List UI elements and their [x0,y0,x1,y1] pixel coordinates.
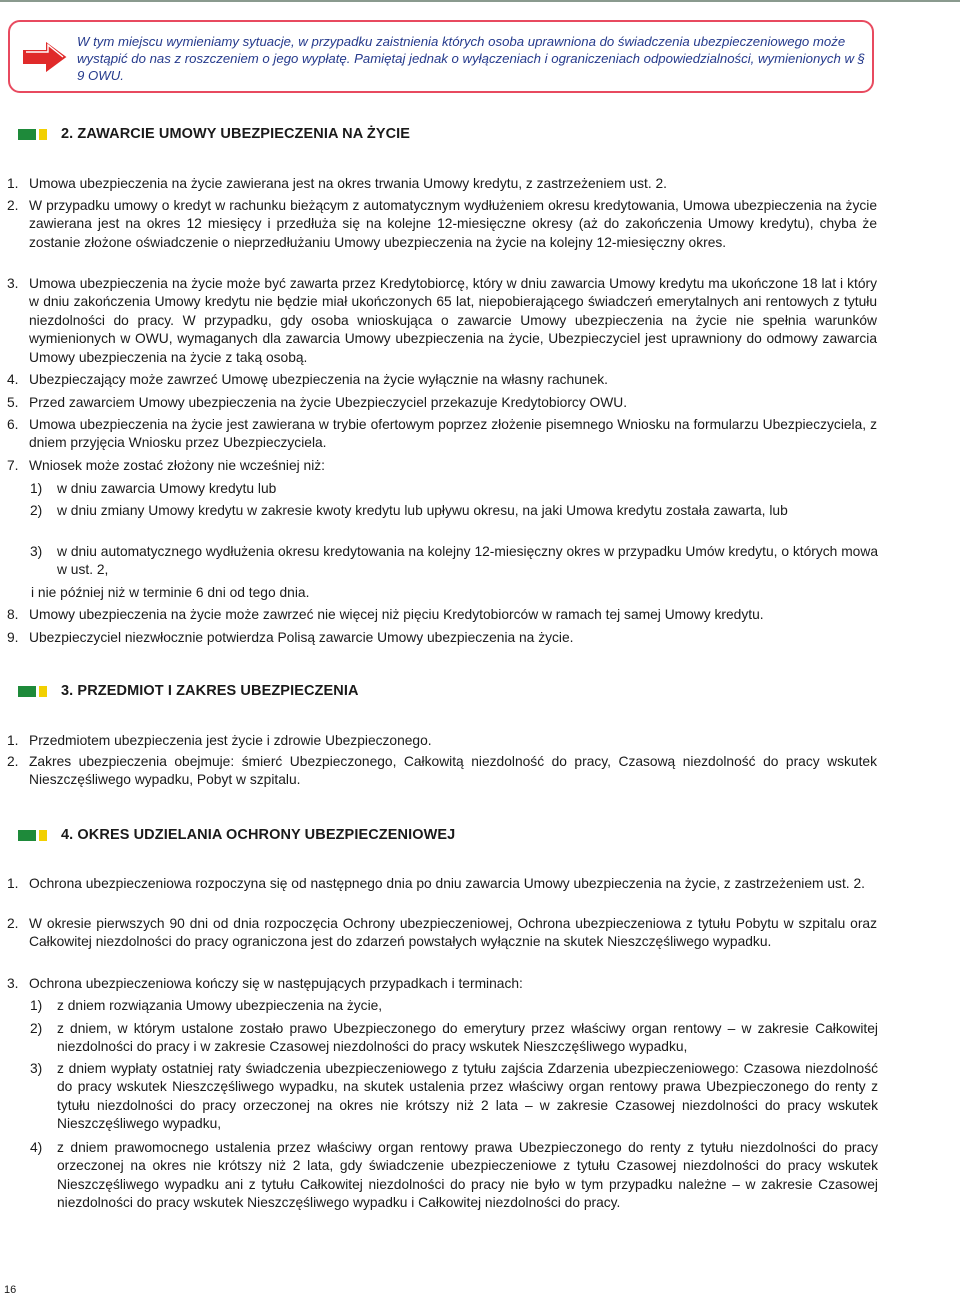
sub-list-item: 2) w dniu zmiany Umowy kredytu w zakresie kwoty kredytu lub upływu okresu, na jaki Umowa kredytu została zawarta, lub [30,503,788,518]
sub-list-item: 4) z dniem prawomocnego ustalenia przez właściwy organ rentowy prawa Ubezpieczonego do renty z tytułu niezdolności do pracy orzeczonej na okres nie krótszy niż 2 lata, gdy świadczenie ubezpieczeniowe z tytułu Czasowej niezdolności do pracy wskutek Nieszczęśliwego wypadku ani z tytułu Całkowitej niezdolności do pracy nie było w tym przypadku należne – w zakresie Czasowej niezdolności do pracy wskutek Nieszczęśliwego wypadku i Całkowitej niezdolności do pracy. [30,1140,878,1211]
list-item: 2. W przypadku umowy o kredyt w rachunku bieżącym z automatycznym wydłużeniem okresu kredytowania, Umowa ubezpieczenia na życie zawierana jest na okres 12 miesięcy i przedłuża się na kolejne 12-miesięczne okresy (aż do zakończenia Umowy kredytu), chyba że zostanie złożone oświadczenie o nieprzedłużaniu Umowy ubezpieczenia na życie na kolejny 12-miesięczny okres. [7,198,877,250]
section-title: 3. PRZEDMIOT I ZAKRES UBEZPIECZENIA [61,683,359,699]
sub-list-item: 2) z dniem, w którym ustalone zostało prawo Ubezpieczonego do emerytury przez właściwy organ rentowy – w zakresie Całkowitej niezdolności do pracy i w zakresie Czasowej niezdolności do pracy wskutek Nieszczęśliwego wypadku, [30,1021,878,1055]
list-item: 5. Przed zawarciem Umowy ubezpieczenia na życie Ubezpieczyciel przekazuje Kredytobiorcy OWU. [7,395,628,410]
list-item: 7. Wniosek może zostać złożony nie wcześniej niż: [7,458,325,473]
page-number: 16 [4,1284,17,1296]
list-item: 2. Zakres ubezpieczenia obejmuje: śmierć Ubezpieczonego, Całkowitą niezdolność do pracy, Czasową niezdolność do pracy wskutek Nieszczęśliwego wypadku, Pobyt w szpitalu. [7,754,877,788]
section-marker-icon [18,686,47,697]
section-title: 2. ZAWARCIE UMOWY UBEZPIECZENIA NA ŻYCIE [61,126,411,142]
list-continuation: i nie później niż w terminie 6 dni od tego dnia. [31,585,310,600]
section-header-2 [18,124,410,144]
red-arrow-icon [18,36,72,78]
section-title: 4. OKRES UDZIELANIA OCHRONY UBEZPIECZENIOWEJ [61,827,456,843]
notice-box [8,20,874,93]
list-item: 3. Ochrona ubezpieczeniowa kończy się w następujących przypadkach i terminach: [7,976,523,991]
sub-list-item: 1) z dniem rozwiązania Umowy ubezpieczenia na życie, [30,998,383,1013]
section-marker-icon [18,129,47,140]
list-item: 3. Umowa ubezpieczenia na życie może być zawarta przez Kredytobiorcę, który w dniu zawarcia Umowy kredytu ma ukończone 18 lat i który w dniu zakończenia Umowy kredytu nie będzie miał ukończonych 65 lat, niepobierającego świadczeń emerytalnych ani rentowych z tytułu niezdolności do pracy. W przypadku, gdy osoba wnioskująca o zawarcie Umowy ubezpieczenia na życie nie spełnia warunków wymienionych w OWU, wymaganych dla zawarcia Umowy ubezpieczenia na życie, Ubezpieczyciel jest uprawniony do odmowy zawarcia Umowy ubezpieczenia na życie z taką osobą. [7,276,877,365]
list-item: 1. Ochrona ubezpieczeniowa rozpoczyna się od następnego dnia po dniu zawarcia Umowy ubezpieczenia na życie, z zastrzeżeniem ust. 2. [7,876,865,891]
sub-list-item: 3) w dniu automatycznego wydłużenia okresu kredytowania na kolejny 12-miesięczny okres w przypadku Umów kredytu, o których mowa w ust. 2, [30,544,878,578]
list-item: 6. Umowa ubezpieczenia na życie jest zawierana w trybie ofertowym poprzez złożenie pisemnego Wniosku na formularzu Ubezpieczyciela, z dniem przyjęcia Wniosku przez Ubezpieczyciela. [7,417,877,451]
section-marker-icon [18,830,47,841]
section-header-4 [18,825,455,845]
sub-list-item: 1) w dniu zawarcia Umowy kredytu lub [30,481,277,496]
section-header-3 [18,681,359,701]
notice-text: W tym miejscu wymieniamy sytuacje, w przypadku zaistnienia których osoba uprawniona do świadczenia ubezpieczeniowego może wystąpić do nas z roszczeniem o jego wypłatę. Pamiętaj jednak o wyłączeniach i ograniczeniach odpowiedzialności, wymienionych w § 9 OWU. [77,34,865,83]
list-item: 1. Umowa ubezpieczenia na życie zawierana jest na okres trwania Umowy kredytu, z zastrzeżeniem ust. 2. [7,176,667,191]
list-item: 9. Ubezpieczyciel niezwłocznie potwierdza Polisą zawarcie Umowy ubezpieczenia na życie. [7,630,574,645]
list-item: 8. Umowy ubezpieczenia na życie może zawrzeć nie więcej niż pięciu Kredytobiorców w ramach tej samej Umowy kredytu. [7,607,764,622]
list-item: 2. W okresie pierwszych 90 dni od dnia rozpoczęcia Ochrony ubezpieczeniowej, Ochrona ubezpieczeniowa z tytułu Pobytu w szpitalu oraz Całkowitej niezdolności do pracy ograniczona jest do zdarzeń powstałych wyłącznie na skutek Nieszczęśliwego wypadku. [7,916,877,950]
top-rule [0,0,960,2]
list-item: 1. Przedmiotem ubezpieczenia jest życie i zdrowie Ubezpieczonego. [7,733,432,748]
list-item: 4. Ubezpieczający może zawrzeć Umowę ubezpieczenia na życie wyłącznie na własny rachunek. [7,372,608,387]
sub-list-item: 3) z dniem wypłaty ostatniej raty świadczenia ubezpieczeniowego z tytułu zajścia Zdarzenia ubezpieczeniowego: Czasowa niezdolność do pracy wskutek Nieszczęśliwego wypadku, na skutek ustalenia przez właściwy organ rentowy prawa Ubezpieczonego do renty z tytułu niezdolności do pracy orzeczonej na okres nie krótszy niż 2 lata – w zakresie Czasowej niezdolności do pracy wskutek Nieszczęśliwego wypadku, [30,1061,878,1132]
